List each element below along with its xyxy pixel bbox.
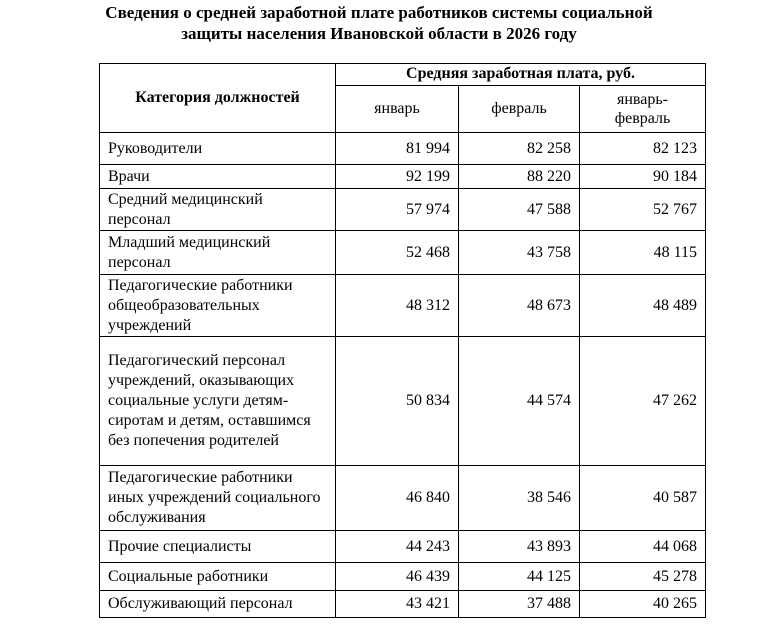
value-january: 48 312 [336,275,459,337]
value-january-february: 90 184 [580,165,706,189]
month-header-january-february [580,85,706,132]
row-category: Прочие специалисты [100,531,336,563]
table-row [100,466,706,531]
value-january: 81 994 [336,133,459,165]
value-january-february: 47 262 [580,337,706,466]
month-header-january-february-text: январь- февраль [614,90,671,127]
row-category: Социальные работники [100,563,336,591]
value-february: 38 546 [459,466,580,531]
value-february: 48 673 [459,275,580,337]
table-row [100,337,706,466]
row-category: Обслуживающий персонал [100,591,336,618]
value-january-february: 48 489 [580,275,706,337]
row-category: Педагогические работники общеобразовательных учреждений [100,275,336,337]
value-january-february: 82 123 [580,133,706,165]
value-january-february: 48 115 [580,231,706,275]
value-february: 47 588 [459,189,580,231]
value-january: 44 243 [336,531,459,563]
value-february: 82 258 [459,133,580,165]
salary-table [99,63,706,618]
value-february: 43 893 [459,531,580,563]
table-row [100,275,706,337]
value-february: 44 574 [459,337,580,466]
row-category: Педагогический персонал учреждений, оказывающих социальные услуги детям-сиротам и детям, оставшимся без попечения родителей [100,337,336,466]
row-category: Врачи [100,165,336,189]
title-line-1: Сведения о средней заработной плате работников системы социальной [105,3,653,22]
value-january-february: 40 265 [580,591,706,618]
title-line-2: защиты населения Ивановской области в 2026 году [181,24,577,43]
value-january: 46 840 [336,466,459,531]
value-january-february: 45 278 [580,563,706,591]
value-january: 92 199 [336,165,459,189]
category-header: Категория должностей [100,64,336,133]
table-row [100,231,706,275]
month-header-february: февраль [459,85,580,132]
row-category: Средний медицинский персонал [100,189,336,231]
value-january-february: 40 587 [580,466,706,531]
table-row [100,133,706,165]
table-row [100,189,706,231]
value-january: 50 834 [336,337,459,466]
value-february: 37 488 [459,591,580,618]
table-row [100,591,706,618]
row-category: Младший медицинский персонал [100,231,336,275]
value-january: 43 421 [336,591,459,618]
value-january-february: 44 068 [580,531,706,563]
document-title [0,2,758,44]
table-row [100,165,706,189]
row-category: Руководители [100,133,336,165]
value-february: 44 125 [459,563,580,591]
value-january: 52 468 [336,231,459,275]
table-row [100,563,706,591]
value-january: 57 974 [336,189,459,231]
value-january-february: 52 767 [580,189,706,231]
salary-group-header: Средняя заработная плата, руб. [336,64,706,86]
value-february: 88 220 [459,165,580,189]
value-january: 46 439 [336,563,459,591]
value-february: 43 758 [459,231,580,275]
row-category: Педагогические работники иных учреждений социального обслуживания [100,466,336,531]
month-header-january: январь [336,85,459,132]
table-row [100,531,706,563]
